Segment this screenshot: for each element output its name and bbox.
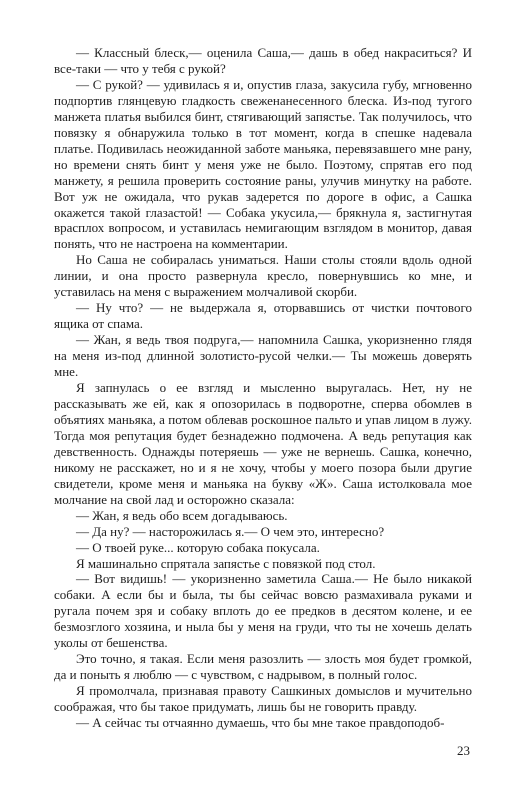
- paragraph: — Вот видишь! — укоризненно заметила Саша.— Не было никакой собаки. А если бы и была, ты бы сейчас вовсю размахивала руками и ругала почем зря и собаку вплоть до ее предков в десятом колене, и ее безмозглого хозяина, и ныла бы у меня на груди, что ты не хочешь делать уколы от бешенства.: [54, 571, 472, 651]
- paragraph: — Жан, я ведь обо всем догадываюсь.: [76, 507, 288, 523]
- paragraph: — Да ну? — насторожилась я.— О чем это, интересно?: [76, 523, 385, 539]
- paragraph: — О твоей руке... которую собака покусала.: [76, 539, 320, 555]
- paragraph: — Ну что? — не выдержала я, оторвавшись от чистки почтового ящика от спама.: [54, 300, 472, 332]
- main-text: [54, 45, 472, 731]
- paragraph: — Классный блеск,— оценила Саша,— дашь в обед накраситься? И все-таки — что у тебя с рукой?: [54, 45, 472, 76]
- paragraph: — Жан, я ведь твоя подруга,— напомнила Сашка, укоризненно глядя на меня из-под длинной золотисто-русой челки.— Ты можешь доверять мне.: [54, 332, 472, 380]
- page-number: 23: [457, 743, 470, 758]
- paragraph: Я машинально спрятала запястье с повязкой под стол.: [76, 555, 376, 571]
- paragraph: Я промолчала, признавая правоту Сашкиных домыслов и мучительно соображая, что бы такое придумать, лишь бы не говорить правду.: [54, 683, 472, 715]
- paragraph: Я запнулась о ее взгляд и мысленно выругалась. Нет, ну не рассказывать же ей, как я опозорилась в подворотне, сперва обомлев в объятиях маньяка, а потом облевав роскошное пальто и упав лицом в лужу. Тогда моя репутация будет безнадежно подмочена. А ведь репутация как девственность. Однажды потеряешь — уже не вернешь. Сашка, конечно, никому не расскажет, но и я не хочу, чтобы у моего позора были другие свидетели, кроме меня и маньяка на букву «Ж». Саша истолковала мое молчание на свой лад и осторожно сказала:: [54, 380, 472, 507]
- paragraph: Это точно, я такая. Если меня разозлить — злость моя будет громкой, да и поныть я люблю — с чувством, с надрывом, в полный голос.: [54, 651, 472, 683]
- paragraph: — С рукой? — удивилась я и, опустив глаза, закусила губу, мгновенно подпортив глянцевую гладкость свеженанесенного блеска. Из-под тугого манжета платья выбился бинт, стягивающий запястье. Так получилось, что повязку я обнаружила только в тот момент, когда в спешке надевала платье. Подивилась неожиданной заботе маньяка, перевязавшего мне рану, но времени снять бинт у меня уже не было. Поэтому, спрятав его под манжету, я решила проверить состояние раны, улучив минутку на работе. Вот уж не ожидала, что рукав задерется по дороге в офис, а Сашка окажется такой глазастой! — Собака укусила,— брякнула я, застигнутая врасплох вопросом, и уставилась немигающим взглядом в монитор, давая понять, что не настроена на комментарии.: [54, 76, 472, 252]
- paragraph: — А сейчас ты отчаянно думаешь, что бы мне такое правдоподоб-: [76, 715, 445, 731]
- paragraph: Но Саша не собиралась униматься. Наши столы стояли вдоль одной линии, и она просто развернула кресло, повернувшись ко мне, и уставилась на меня с выражением молчаливой скорби.: [54, 252, 472, 300]
